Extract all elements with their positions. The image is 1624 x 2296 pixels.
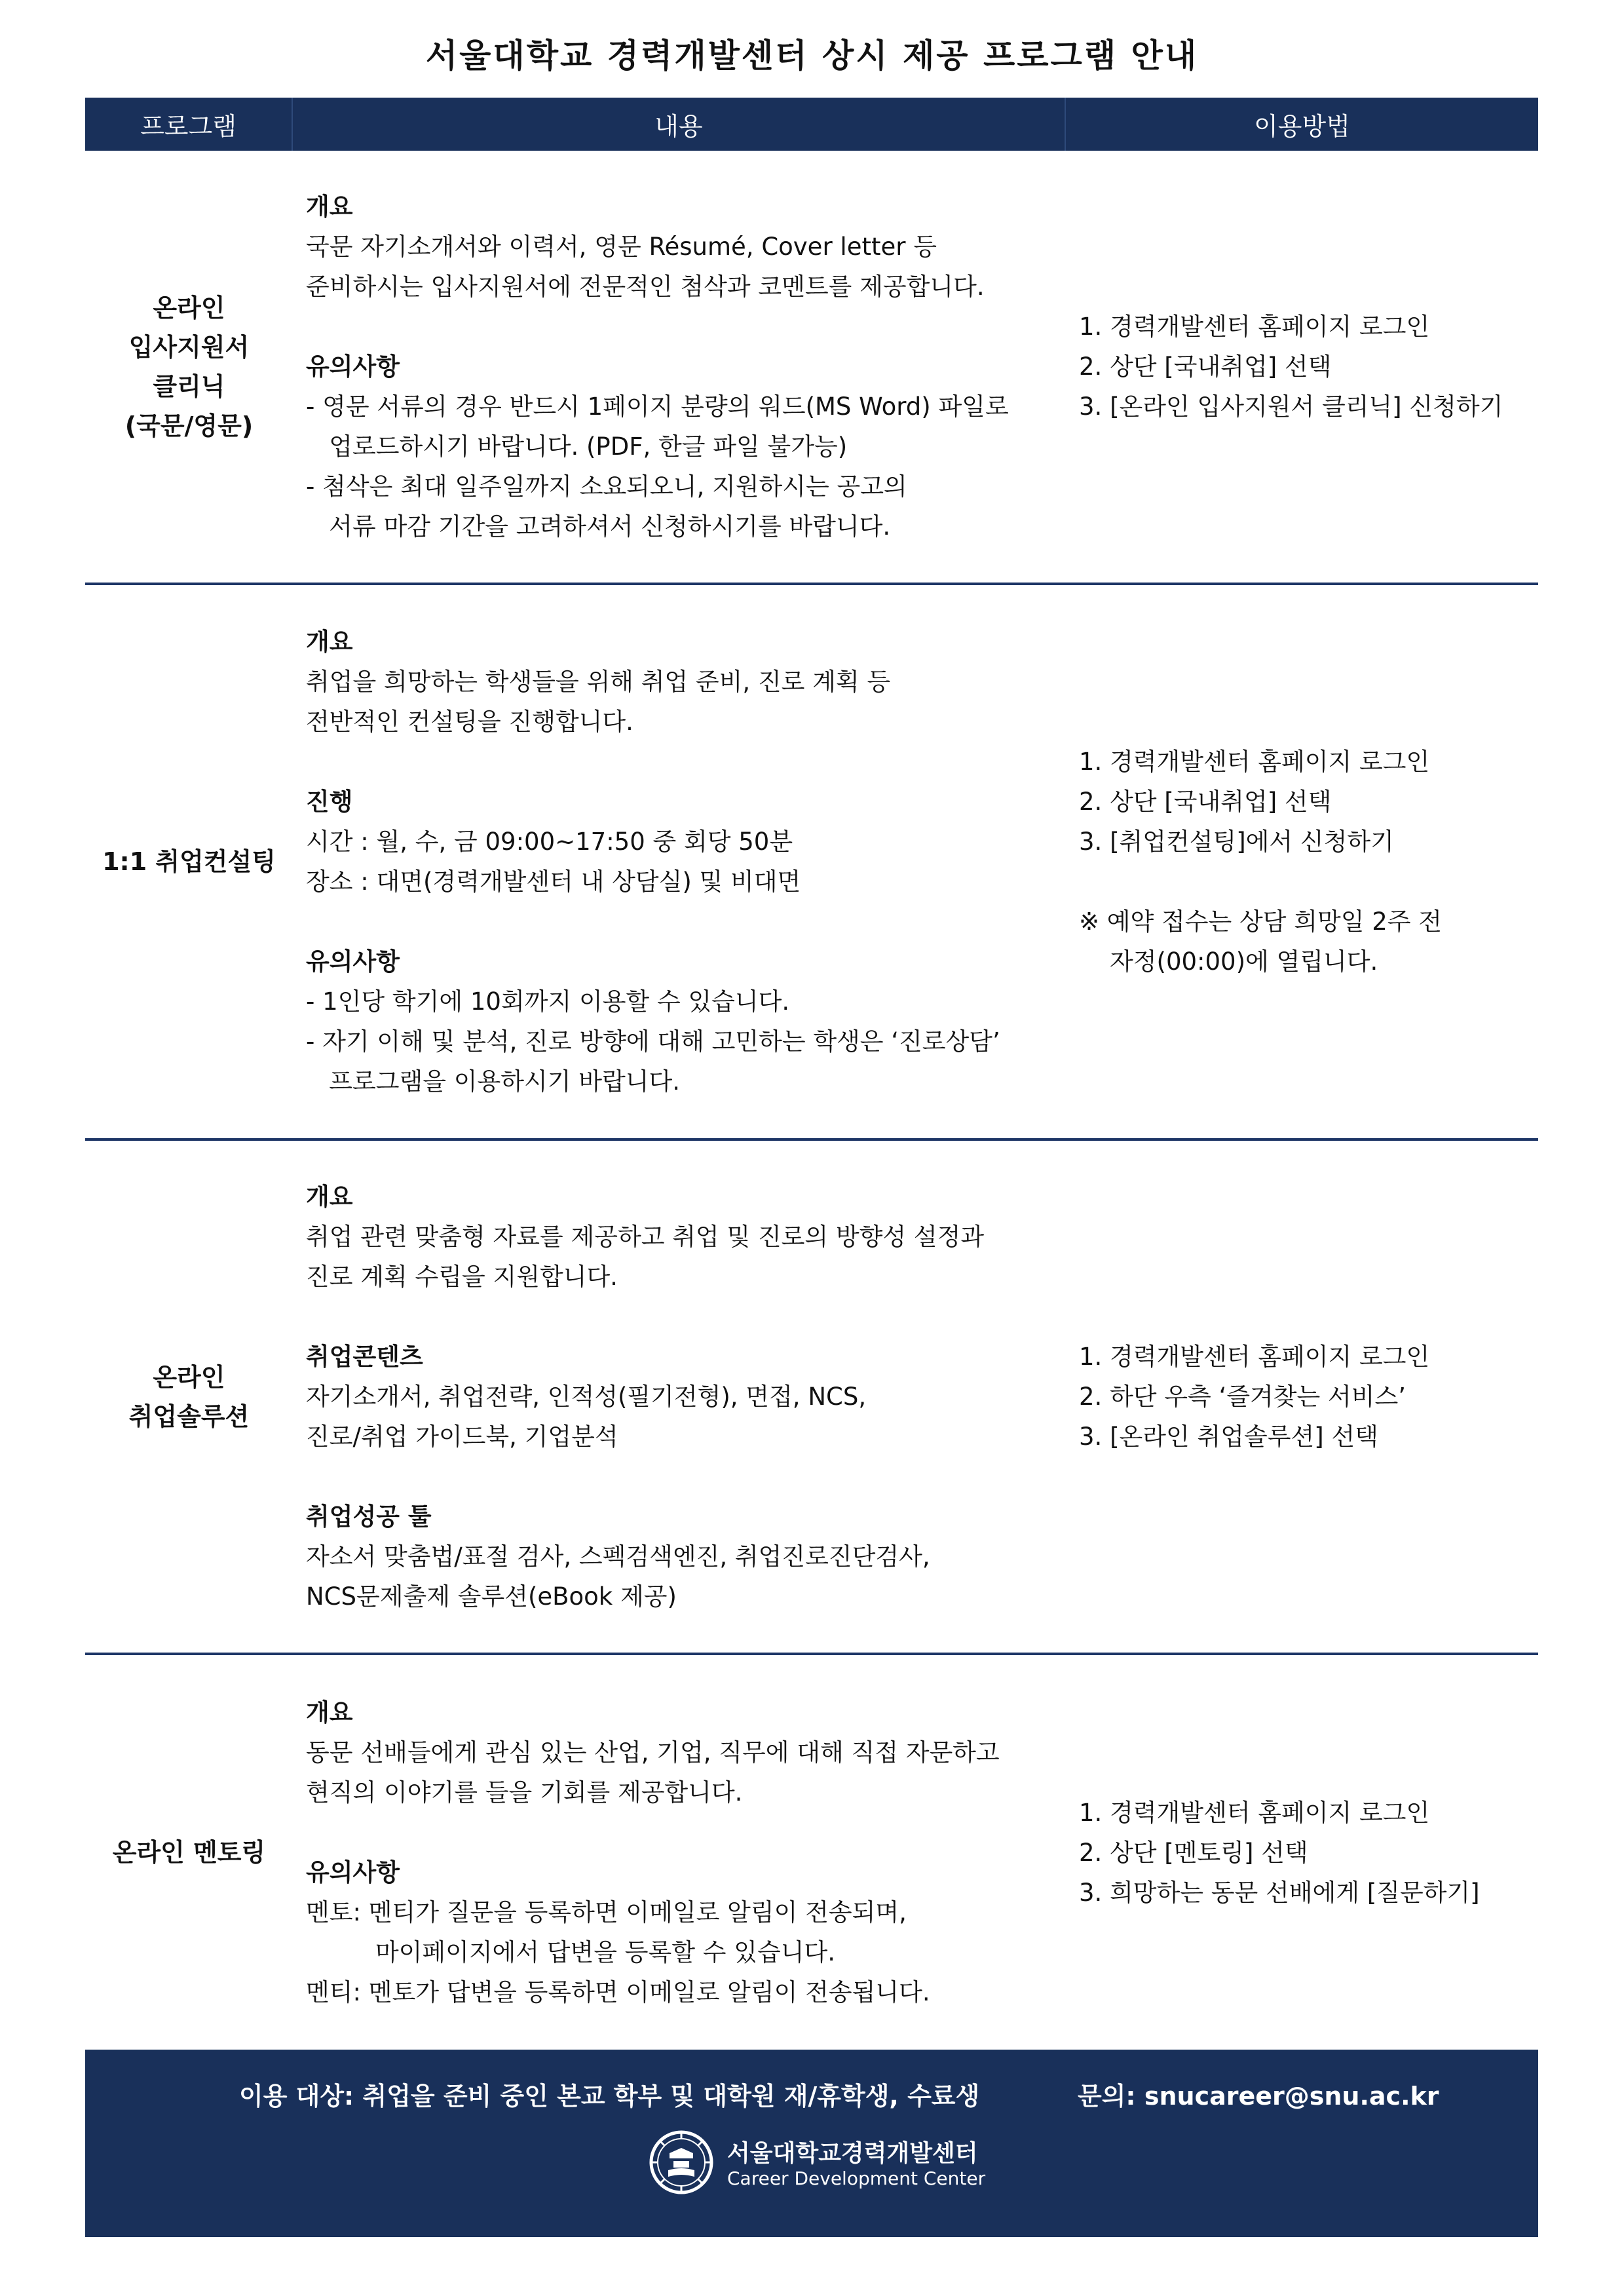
method-step: 1. 경력개발센터 홈페이지 로그인 <box>1079 748 1430 776</box>
content-cell <box>306 151 1066 583</box>
content-line: 국문 자기소개서와 이력서, 영문 Résumé, Cover letter 등 <box>306 233 937 261</box>
spacer <box>306 1812 1066 1852</box>
program-name: 온라인 멘토링 <box>112 1838 266 1867</box>
method-step: 2. 하단 우측 ‘즐겨찾는 서비스’ <box>1079 1383 1407 1411</box>
header-method: 이용방법 <box>1254 112 1350 141</box>
section-heading: 개요 <box>306 1183 353 1211</box>
content-cell <box>306 1655 1066 2050</box>
section-heading: 취업성공 툴 <box>306 1502 432 1531</box>
center-logo <box>649 2130 1015 2202</box>
content-line: 전반적인 컨설팅을 진행합니다. <box>306 708 633 736</box>
content-line: 준비하시는 입사지원서에 전문적인 첨삭과 코멘트를 제공합니다. <box>306 273 985 301</box>
content-line: NCS문제출제 솔루션(eBook 제공) <box>306 1582 677 1611</box>
content-line: 업로드하시기 바랍니다. (PDF, 한글 파일 불가능) <box>306 432 848 461</box>
content-line: 멘토: 멘티가 질문을 등록하면 이메일로 알림이 전송되며, <box>306 1898 907 1926</box>
table-row <box>85 151 1538 585</box>
spacer <box>306 742 1066 782</box>
method-cell <box>1079 1655 1538 2050</box>
section-heading: 취업콘텐츠 <box>306 1343 423 1371</box>
method-step: 3. 희망하는 동문 선배에게 [질문하기] <box>1079 1878 1480 1907</box>
program-name: 1:1 취업컨설팅 <box>102 847 276 876</box>
section-heading: 개요 <box>306 193 353 221</box>
contact-email[interactable]: 문의: snucareer@snu.ac.kr <box>1078 2082 1439 2111</box>
method-step: 2. 상단 [국내취업] 선택 <box>1079 353 1332 381</box>
method-cell <box>1079 151 1538 583</box>
method-step: 2. 상단 [멘토링] 선택 <box>1079 1838 1308 1867</box>
content-line: 서류 마감 기간을 고려하셔서 신청하시기를 바랍니다. <box>306 512 891 541</box>
content-line: 장소 : 대면(경력개발센터 내 상담실) 및 비대면 <box>306 868 801 896</box>
method-step: 자정(00:00)에 열립니다. <box>1079 947 1378 976</box>
section-heading: 개요 <box>306 628 353 656</box>
section-heading: 진행 <box>306 788 353 816</box>
spacer <box>306 902 1066 942</box>
logo-korean: 서울대학교경력개발센터 <box>727 2140 978 2167</box>
section-heading: 유의사항 <box>306 1858 400 1886</box>
method-step: 3. [온라인 입사지원서 클리닉] 신청하기 <box>1079 392 1503 421</box>
method-step: 3. [온라인 취업솔루션] 선택 <box>1079 1423 1378 1451</box>
content-line: 자기소개서, 취업전략, 인적성(필기전형), 면접, NCS, <box>306 1383 867 1411</box>
content-cell <box>306 585 1066 1138</box>
section-heading: 유의사항 <box>306 353 400 381</box>
program-name: 온라인 입사지원서 클리닉 (국문/영문) <box>124 293 254 440</box>
content-line: 취업을 희망하는 학생들을 위해 취업 준비, 진로 계획 등 <box>306 668 891 696</box>
table-header <box>85 98 1538 151</box>
content-cell <box>306 1141 1066 1653</box>
content-line: 동문 선배들에게 관심 있는 산업, 기업, 직무에 대해 직접 자문하고 <box>306 1738 1000 1767</box>
section-heading: 개요 <box>306 1698 353 1727</box>
content-line: - 첨삭은 최대 일주일까지 소요되오니, 지원하시는 공고의 <box>306 472 907 501</box>
method-step: 1. 경력개발센터 홈페이지 로그인 <box>1079 313 1430 341</box>
method-step: 1. 경력개발센터 홈페이지 로그인 <box>1079 1343 1430 1371</box>
footer <box>85 2050 1538 2237</box>
table-row <box>85 1655 1538 2050</box>
method-step: 2. 상단 [국내취업] 선택 <box>1079 788 1332 816</box>
logo-english: Career Development Center <box>727 2168 986 2189</box>
method-step: ※ 예약 접수는 상담 희망일 2주 전 <box>1079 908 1443 936</box>
table-row <box>85 1141 1538 1655</box>
spacer <box>306 1457 1066 1497</box>
content-line: 시간 : 월, 수, 금 09:00~17:50 중 회당 50분 <box>306 828 793 856</box>
spacer <box>306 307 1066 347</box>
spacer <box>1079 862 1538 902</box>
content-line: 멘티: 멘토가 답변을 등록하면 이메일로 알림이 전송됩니다. <box>306 1978 930 2006</box>
content-line: 취업 관련 맞춤형 자료를 제공하고 취업 및 진로의 방향성 설정과 <box>306 1223 985 1251</box>
spacer <box>306 1297 1066 1337</box>
table-row <box>85 585 1538 1141</box>
section-heading: 유의사항 <box>306 947 400 976</box>
content-line: - 영문 서류의 경우 반드시 1페이지 분량의 워드(MS Word) 파일로 <box>306 392 1009 421</box>
content-line: - 자기 이해 및 분석, 진로 방향에 대해 고민하는 학생은 ‘진로상담’ <box>306 1027 1000 1056</box>
page-title: 서울대학교 경력개발센터 상시 제공 프로그램 안내 <box>425 37 1199 75</box>
method-step: 1. 경력개발센터 홈페이지 로그인 <box>1079 1798 1430 1827</box>
content-line: 프로그램을 이용하시기 바랍니다. <box>306 1067 680 1096</box>
method-step: 3. [취업컨설팅]에서 신청하기 <box>1079 828 1394 856</box>
content-line: 진로/취업 가이드북, 기업분석 <box>306 1423 618 1451</box>
content-line: 현직의 이야기를 들을 기회를 제공합니다. <box>306 1778 743 1807</box>
content-line: 진로 계획 수립을 지원합니다. <box>306 1263 618 1291</box>
header-program: 프로그램 <box>85 98 293 151</box>
header-content: 내용 <box>293 98 1066 151</box>
content-line: - 1인당 학기에 10회까지 이용할 수 있습니다. <box>306 987 790 1016</box>
content-line: 자소서 맞춤법/표절 검사, 스펙검색엔진, 취업진로진단검사, <box>306 1542 930 1571</box>
method-cell <box>1079 1141 1538 1653</box>
target-text: 이용 대상: 취업을 준비 중인 본교 학부 및 대학원 재/휴학생, 수료생 <box>239 2082 980 2111</box>
snu-seal-icon <box>649 2130 714 2195</box>
method-cell <box>1079 585 1538 1138</box>
program-name: 온라인 취업솔루션 <box>128 1362 250 1431</box>
content-line: 마이페이지에서 답변을 등록할 수 있습니다. <box>306 1938 836 1966</box>
